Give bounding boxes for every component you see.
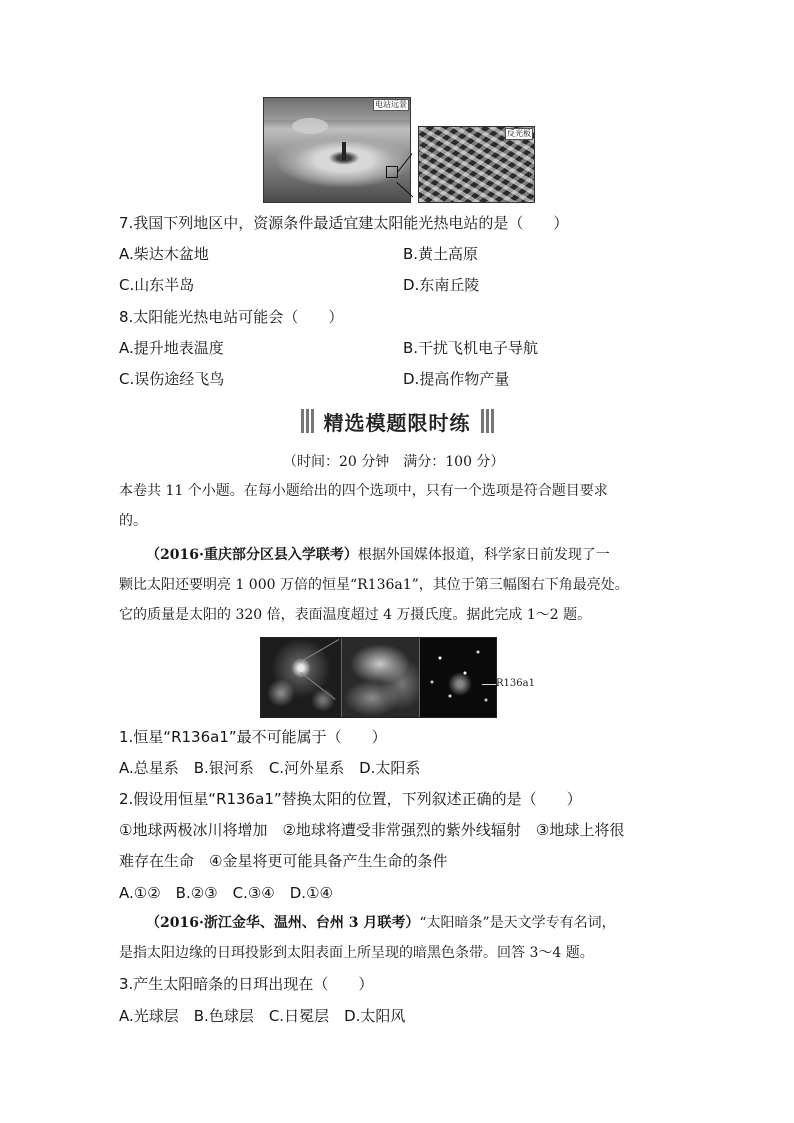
- q1-options: A.总星系 B.银河系 C.河外星系 D.太阳系: [119, 759, 421, 777]
- solar-tower: [342, 142, 346, 160]
- star-panel-cluster: [420, 638, 496, 717]
- section-intro-line2: 的。: [119, 513, 147, 529]
- passage1-line1-text: 根据外国媒体报道，科学家日前发现了一: [357, 547, 610, 563]
- q2-stem: 2.假设用恒星“R136a1”替换太阳的位置，下列叙述正确的是（ ）: [119, 790, 582, 808]
- photo-tag-main: 电站远景: [375, 100, 407, 109]
- star-pointer-line: [482, 684, 496, 685]
- q8-option-a: A.提升地表温度: [119, 339, 224, 357]
- passage2-source: （2016·浙江金华、温州、台州 3 月联考）: [146, 915, 420, 931]
- mirror-field-small: [292, 118, 328, 134]
- q7-option-b: B.黄土高原: [403, 245, 479, 263]
- star-panel-nebula: [342, 638, 419, 717]
- passage1-source: （2016·重庆部分区县入学联考）: [146, 547, 358, 563]
- q7-option-a: A.柴达木盆地: [119, 245, 209, 263]
- q3-options: A.光球层 B.色球层 C.日冕层 D.太阳风: [119, 1007, 406, 1025]
- star-panel-wide: [261, 638, 341, 717]
- q2-statements-line1: ①地球两极冰川将增加 ②地球将遭受非常强烈的紫外线辐射 ③地球上将很: [119, 821, 625, 839]
- passage2-line2: 是指太阳边缘的日珥投影到太阳表面上所呈现的暗黑色条带。回答 3～4 题。: [119, 945, 594, 961]
- star-label: R136a1: [496, 678, 535, 689]
- q2-options: A.①② B.②③ C.③④ D.①④: [119, 884, 333, 902]
- banner-left-bars: [301, 409, 314, 433]
- passage1-line1: [146, 545, 610, 565]
- q2-statements-line2: 难存在生命 ④金星将更可能具备产生生命的条件: [119, 852, 448, 870]
- section-intro-line1: 本卷共 11 个小题。在每小题给出的四个选项中，只有一个选项是符合题目要求: [119, 483, 608, 499]
- q1-stem: 1.恒星“R136a1”最不可能属于（ ）: [119, 728, 387, 746]
- section-meta: （时间：20 分钟 满分：100 分）: [283, 454, 505, 470]
- q8-stem: 8.太阳能光热电站可能会（ ）: [119, 308, 344, 326]
- q8-option-b: B.干扰飞机电子导航: [403, 339, 539, 357]
- q7-option-d: D.东南丘陵: [403, 276, 480, 294]
- q3-stem: 3.产生太阳暗条的日珥出现在（ ）: [119, 975, 374, 993]
- passage2-line1-text: “太阳暗条”是天文学专有名词，: [419, 915, 616, 931]
- passage2-line1: [146, 913, 616, 933]
- section-banner: [286, 407, 508, 435]
- q8-option-c: C.误伤途经飞鸟: [119, 370, 225, 388]
- q7-option-c: C.山东半岛: [119, 276, 195, 294]
- q8-option-d: D.提高作物产量: [403, 370, 510, 388]
- q7-stem: 7.我国下列地区中，资源条件最适宜建太阳能光热电站的是（ ）: [119, 214, 569, 232]
- passage1-line3: 它的质量是太阳的 320 倍，表面温度超过 4 万摄氏度。据此完成 1～2 题。: [119, 607, 592, 623]
- mirror-detail-photo: [418, 126, 535, 203]
- star-field-figure: [260, 637, 497, 718]
- power-station-photo: [263, 97, 411, 203]
- banner-right-bars: [481, 409, 494, 433]
- passage1-line2: 颗比太阳还要明亮 1 000 万倍的恒星“R136a1”，其位于第三幅图右下角最亮处。: [119, 577, 629, 593]
- photo-tag-detail: 反光板: [507, 129, 531, 138]
- section-title: 精选模题限时练: [323, 410, 471, 435]
